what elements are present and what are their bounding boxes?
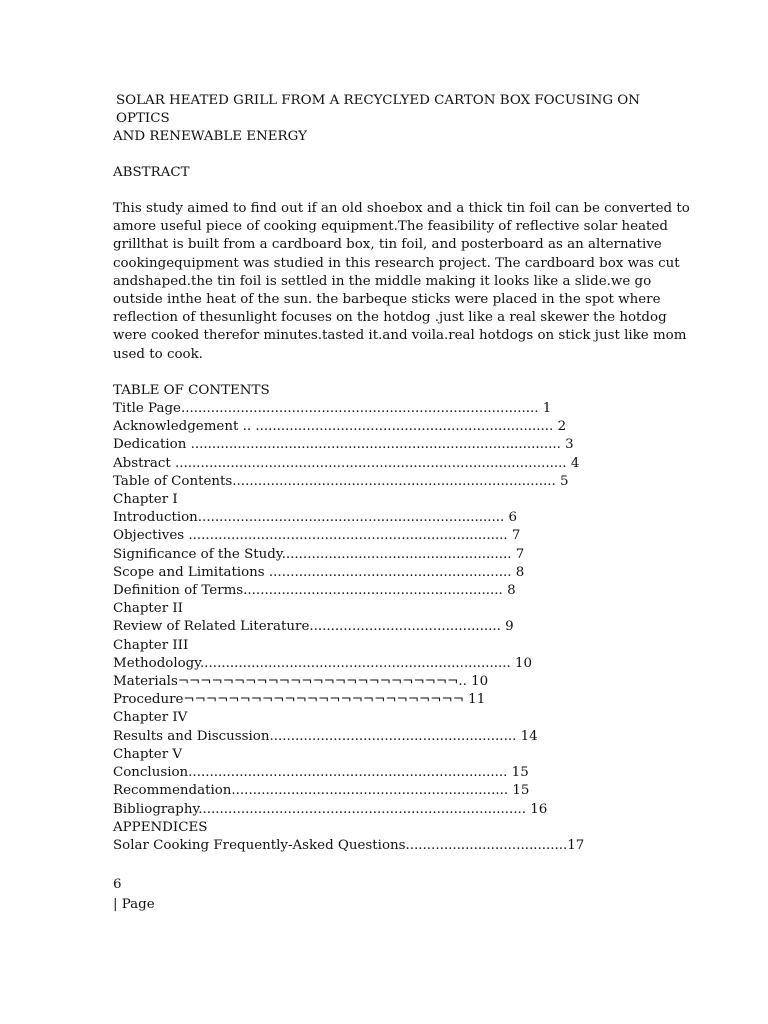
document-title-line-1: SOLAR HEATED GRILL FROM A RECYCLYED CARTON BOX FOCUSING ON OPTICS bbox=[116, 93, 640, 126]
abstract-line: amore useful piece of cooking equipment.The feasibility of reflective solar heated bbox=[113, 219, 668, 235]
toc-entry: Acknowledgement .. ...................................................................... 2 bbox=[113, 419, 567, 435]
toc-entry: Bibliography............................................................................. 16 bbox=[113, 801, 548, 817]
abstract-line: outside inthe heat of the sun. the barbeque sticks were placed in the spot where bbox=[113, 292, 661, 308]
abstract-heading: ABSTRACT bbox=[113, 165, 190, 180]
toc-entry: Significance of the Study...................................................... 7 bbox=[113, 546, 525, 562]
toc-entry: Materials¬¬¬¬¬¬¬¬¬¬¬¬¬¬¬¬¬¬¬¬¬¬¬¬¬.. 10 bbox=[113, 674, 489, 690]
document-title-line-2: AND RENEWABLE ENERGY bbox=[113, 129, 307, 144]
toc-entry: Solar Cooking Frequently-Asked Questions......................................17 bbox=[113, 837, 585, 853]
abstract-line: This study aimed to find out if an old shoebox and a thick tin foil can be converted to bbox=[113, 201, 690, 216]
toc-entry: Dedication ....................................................................................... 3 bbox=[113, 437, 574, 453]
toc-chapter-heading: Chapter II bbox=[113, 601, 183, 617]
toc-entry: Title Page.................................................................................... 1 bbox=[113, 401, 552, 417]
toc-entry: Introduction........................................................................ 6 bbox=[113, 510, 518, 526]
page-label: | Page bbox=[113, 897, 155, 912]
abstract-line: grillthat is built from a cardboard box, tin foil, and posterboard as an alternative bbox=[113, 237, 662, 253]
toc-entry: Abstract ............................................................................................ 4 bbox=[113, 455, 580, 471]
document-page bbox=[113, 92, 690, 855]
abstract-line: andshaped.the tin foil is settled in the middle making it looks like a slide.we go bbox=[113, 273, 652, 289]
toc-entry: Procedure¬¬¬¬¬¬¬¬¬¬¬¬¬¬¬¬¬¬¬¬¬¬¬¬¬ 11 bbox=[113, 692, 486, 708]
toc-chapter-heading: Chapter III bbox=[113, 637, 189, 653]
toc-entry: Results and Discussion.......................................................... 14 bbox=[113, 728, 538, 744]
toc-entry: Objectives ........................................................................... 7 bbox=[113, 528, 521, 544]
abstract-line: cookingequipment was studied in this research project. The cardboard box was cut bbox=[113, 255, 680, 271]
toc-entry: Definition of Terms............................................................. 8 bbox=[113, 583, 516, 599]
toc-entry: Methodology......................................................................... 10 bbox=[113, 655, 533, 671]
toc-chapter-heading: Chapter I bbox=[113, 492, 178, 508]
toc-chapter-heading: Chapter IV bbox=[113, 710, 188, 726]
abstract-line: reflection of thesunlight focuses on the hotdog .just like a real skewer the hotdog bbox=[113, 310, 667, 326]
toc-entry: Table of Contents............................................................................ 5 bbox=[113, 473, 569, 489]
toc-entry: Conclusion........................................................................... 15 bbox=[113, 765, 529, 781]
abstract-body bbox=[113, 200, 690, 364]
toc-entry: Recommendation................................................................. 15 bbox=[113, 783, 530, 799]
page-footer bbox=[113, 875, 155, 915]
toc-entry: Scope and Limitations ......................................................... 8 bbox=[113, 564, 525, 580]
toc-entry: Review of Related Literature............................................. 9 bbox=[113, 619, 514, 635]
toc-chapter-heading: Chapter V bbox=[113, 746, 183, 762]
table-of-contents bbox=[113, 382, 673, 855]
abstract-line: used to cook. bbox=[113, 346, 203, 362]
toc-heading: TABLE OF CONTENTS bbox=[113, 382, 270, 398]
page-number: 6 bbox=[113, 877, 122, 892]
toc-section-heading: APPENDICES bbox=[113, 819, 208, 835]
abstract-line: were cooked therefor minutes.tasted it.and voila.real hotdogs on stick just like mom bbox=[113, 328, 687, 344]
